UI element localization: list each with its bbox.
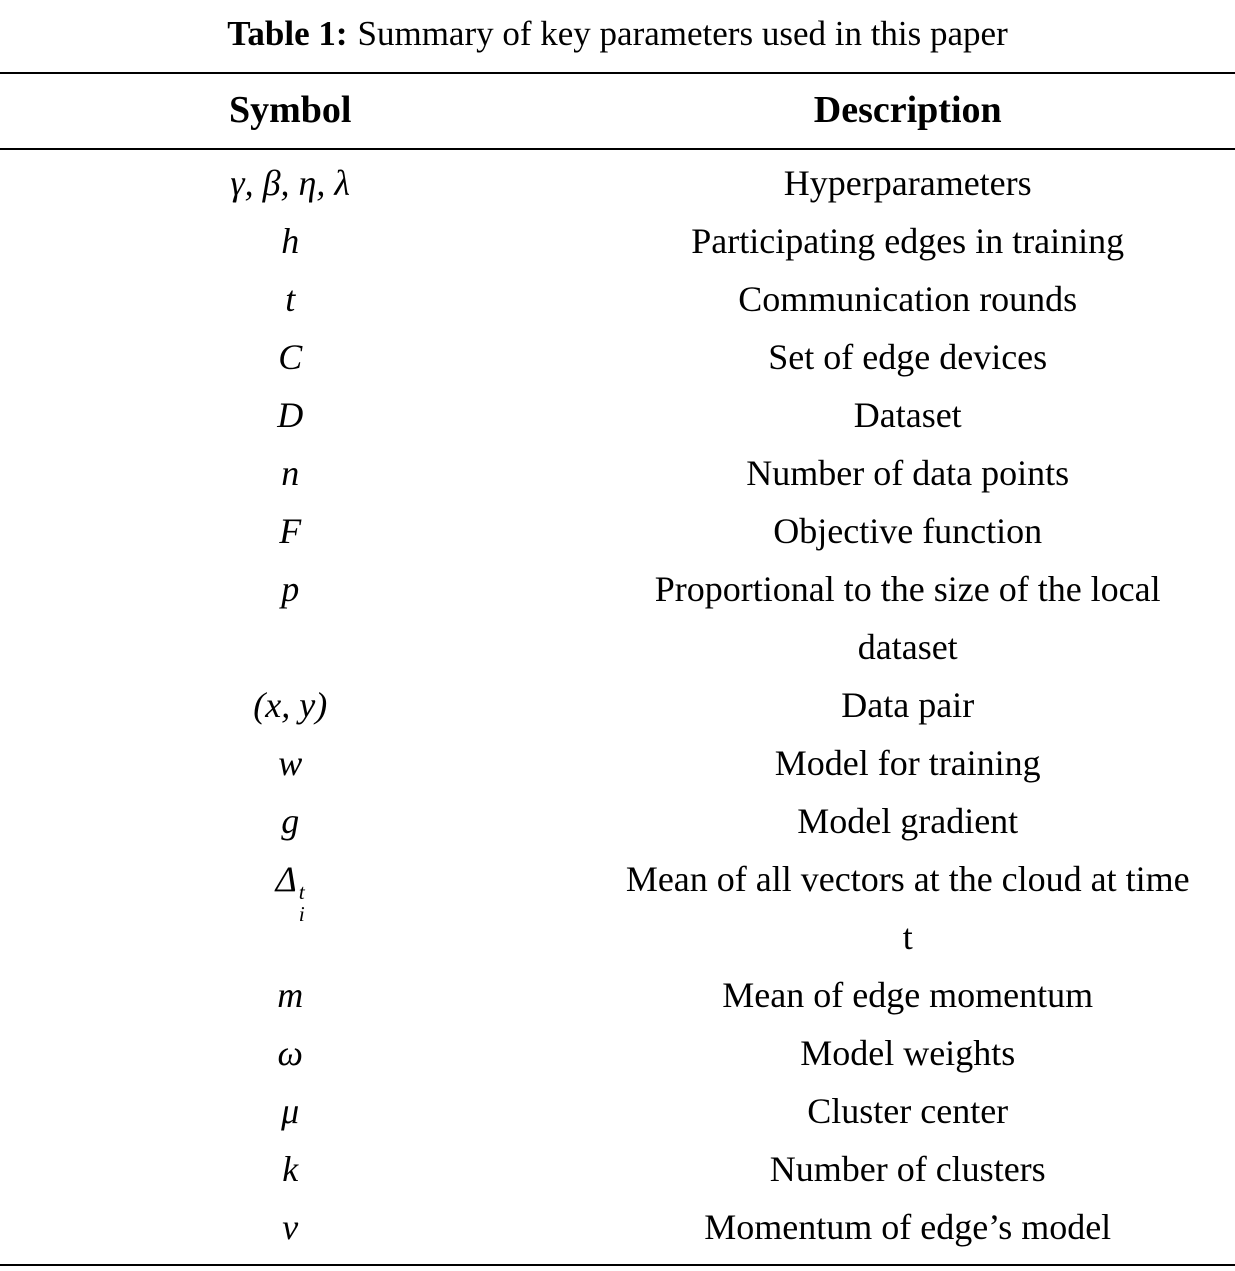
description-text: Set of edge devices xyxy=(768,337,1048,377)
symbol-cell: v xyxy=(282,1207,299,1247)
description-cell xyxy=(580,444,1235,502)
symbol-base: Δ xyxy=(275,859,297,899)
table-caption xyxy=(0,10,1235,58)
symbol-cell: m xyxy=(277,975,304,1015)
symbol-column-header: Symbol xyxy=(228,89,352,131)
symbol-cell: t xyxy=(285,279,296,319)
description-column-header: Description xyxy=(813,89,1002,131)
symbol-cell: p xyxy=(281,569,300,609)
symbol-cell: D xyxy=(277,395,304,435)
symbol-cell: w xyxy=(278,743,303,783)
description-cell xyxy=(580,270,1235,328)
description-text: Cluster center xyxy=(807,1091,1009,1131)
table-header-row xyxy=(0,73,1235,149)
description-text: Model weights xyxy=(800,1033,1016,1073)
table-row xyxy=(0,560,1235,676)
table-row xyxy=(0,444,1235,502)
symbol-cell: μ xyxy=(281,1091,300,1131)
description-text: Proportional to the size of the local dataset xyxy=(654,569,1161,667)
table-caption-label: Table 1: xyxy=(227,14,348,53)
description-text: Mean of all vectors at the cloud at time t xyxy=(625,859,1190,957)
description-cell xyxy=(580,1082,1235,1140)
description-cell xyxy=(580,560,1235,676)
description-text: Objective function xyxy=(773,511,1043,551)
table-row xyxy=(0,149,1235,212)
description-cell xyxy=(580,328,1235,386)
description-cell xyxy=(580,792,1235,850)
description-text: Number of clusters xyxy=(769,1149,1046,1189)
description-text: Communication rounds xyxy=(738,279,1078,319)
table-header xyxy=(0,73,1235,149)
description-text: Mean of edge momentum xyxy=(722,975,1094,1015)
description-text: Hyperparameters xyxy=(783,163,1032,203)
table-row xyxy=(0,1024,1235,1082)
table-row xyxy=(0,734,1235,792)
description-cell xyxy=(580,676,1235,734)
symbol-supsub: t i xyxy=(298,879,305,927)
table-caption-text: Summary of key parameters used in this paper xyxy=(357,14,1008,53)
table-row xyxy=(0,1082,1235,1140)
table-row xyxy=(0,676,1235,734)
table-row xyxy=(0,502,1235,560)
symbol-cell: h xyxy=(281,221,300,261)
description-cell xyxy=(580,1198,1235,1265)
description-text: Model gradient xyxy=(797,801,1019,841)
symbol-cell: k xyxy=(282,1149,299,1189)
table-row xyxy=(0,270,1235,328)
description-text: Participating edges in training xyxy=(691,221,1125,261)
description-cell xyxy=(580,966,1235,1024)
symbol-cell: (x, y) xyxy=(253,685,328,725)
symbol-cell: C xyxy=(278,337,303,377)
table-row xyxy=(0,850,1235,966)
description-text: Momentum of edge’s model xyxy=(704,1207,1112,1247)
description-cell xyxy=(580,212,1235,270)
symbol-cell xyxy=(0,850,580,966)
description-text: Data pair xyxy=(841,685,975,725)
table-row xyxy=(0,792,1235,850)
table-row xyxy=(0,966,1235,1024)
table-body xyxy=(0,149,1235,1265)
description-text: Model for training xyxy=(774,743,1041,783)
table-row xyxy=(0,386,1235,444)
symbol-cell: ω xyxy=(277,1033,303,1073)
description-text: Number of data points xyxy=(746,453,1070,493)
description-cell xyxy=(580,502,1235,560)
table-row xyxy=(0,328,1235,386)
description-cell xyxy=(580,850,1235,966)
parameters-table xyxy=(0,72,1235,1266)
description-text: Dataset xyxy=(853,395,962,435)
table-row xyxy=(0,1198,1235,1265)
description-cell xyxy=(580,1140,1235,1198)
table-row xyxy=(0,1140,1235,1198)
table-row xyxy=(0,212,1235,270)
description-cell xyxy=(580,734,1235,792)
description-cell xyxy=(580,1024,1235,1082)
symbol-cell: γ, β, η, λ xyxy=(230,163,350,203)
symbol-cell: n xyxy=(281,453,300,493)
symbol-cell: g xyxy=(281,801,300,841)
symbol-cell: F xyxy=(279,511,302,551)
description-cell xyxy=(580,149,1235,212)
description-cell xyxy=(580,386,1235,444)
